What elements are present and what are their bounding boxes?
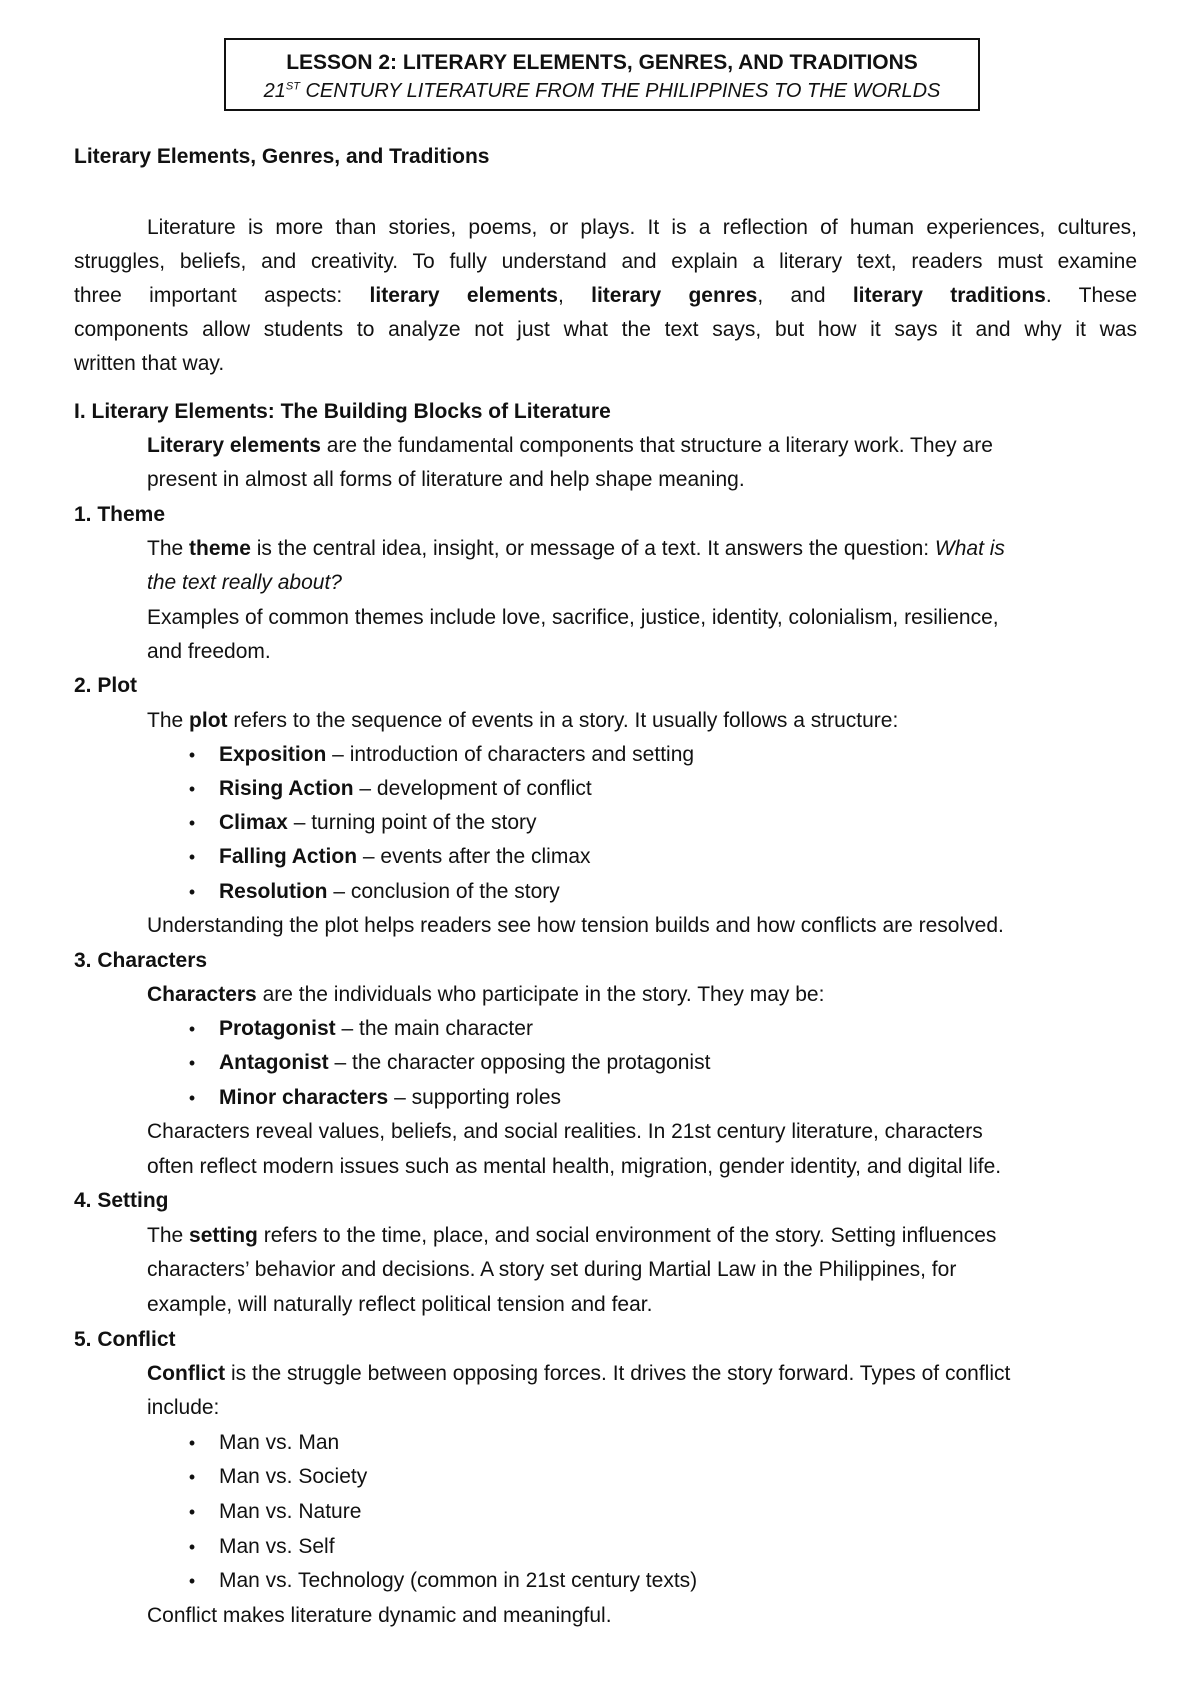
bullet-icon: • (188, 1433, 196, 1453)
conflict-line-1 (147, 1361, 1010, 1387)
text: The (147, 709, 190, 732)
desc: – turning point of the story (287, 811, 537, 834)
characters-heading: 3. Characters (74, 949, 208, 972)
subtitle-prefix: 21 (263, 80, 286, 102)
desc: – supporting roles (388, 1086, 562, 1109)
term: Falling Action (219, 845, 358, 868)
text: is the central idea, insight, or message of a text. It answers the question: (250, 537, 935, 560)
term-literary-traditions: literary traditions (852, 284, 1046, 307)
conflict-heading: 5. Conflict (74, 1328, 176, 1351)
term: Rising Action (219, 777, 354, 800)
intro-line-1: Literature is more than stories, poems, or plays. It is a reflection of human experiences, cultures, (147, 216, 1137, 239)
characters-closing-2: often reflect modern issues such as mental health, migration, gender identity, and digital life. (147, 1155, 1002, 1178)
characters-line-1 (147, 982, 824, 1008)
text: The (147, 1224, 190, 1247)
desc: – introduction of characters and setting (326, 743, 695, 766)
term-literary-elements: literary elements (369, 284, 558, 307)
list-item-text (219, 1050, 710, 1076)
bullet-icon: • (188, 1053, 196, 1073)
term: Characters (147, 983, 257, 1006)
lesson-title: LESSON 2: LITERARY ELEMENTS, GENRES, AND TRADITIONS (286, 51, 918, 74)
desc: – development of conflict (353, 777, 592, 800)
term: theme (189, 537, 251, 560)
bullet-icon: • (188, 779, 196, 799)
setting-line-3: example, will naturally reflect political tension and fear. (147, 1293, 653, 1316)
part-1-desc-line-1 (147, 433, 993, 459)
bullet-icon: • (188, 745, 196, 765)
term: plot (189, 709, 228, 732)
text: The (147, 537, 190, 560)
theme-line-3: Examples of common themes include love, sacrifice, justice, identity, colonialism, resilience, (147, 606, 999, 629)
characters-closing-1: Characters reveal values, beliefs, and social realities. In 21st century literature, characters (147, 1120, 983, 1143)
intro-line-5: written that way. (74, 352, 225, 375)
bullet-icon: • (188, 1537, 196, 1557)
bullet-icon: • (188, 882, 196, 902)
intro-text: , and (757, 284, 853, 307)
question-text: What is (934, 537, 1005, 560)
term: Minor characters (219, 1086, 389, 1109)
term: Antagonist (219, 1051, 329, 1074)
bullet-icon: • (188, 1571, 196, 1591)
term: Resolution (219, 880, 328, 903)
list-item-text (219, 1016, 533, 1042)
theme-heading: 1. Theme (74, 503, 166, 526)
bullet-icon: • (188, 813, 196, 833)
setting-heading: 4. Setting (74, 1189, 169, 1212)
desc: – conclusion of the story (327, 880, 560, 903)
bullet-icon: • (188, 1502, 196, 1522)
text: refers to the time, place, and social environment of the story. Setting influences (257, 1224, 997, 1247)
theme-line-4: and freedom. (147, 640, 271, 663)
setting-line-1 (147, 1223, 996, 1249)
list-item-text (219, 844, 591, 870)
lesson-subtitle (226, 78, 978, 104)
list-item-text: Man vs. Self (219, 1535, 335, 1558)
term: Literary elements (147, 434, 321, 457)
subtitle-rest: CENTURY LITERATURE FROM THE PHILIPPINES TO THE WORLDS (299, 80, 941, 102)
term: Exposition (219, 743, 327, 766)
plot-closing: Understanding the plot helps readers see how tension builds and how conflicts are resolved. (147, 914, 1004, 937)
conflict-line-2: include: (147, 1396, 220, 1419)
theme-line-1 (147, 536, 1005, 562)
desc: – the main character (335, 1017, 533, 1040)
term: Protagonist (219, 1017, 336, 1040)
term: Conflict (147, 1362, 226, 1385)
plot-heading: 2. Plot (74, 674, 138, 697)
text: is the struggle between opposing forces. It drives the story forward. Types of conflict (225, 1362, 1011, 1385)
conflict-closing: Conflict makes literature dynamic and meaningful. (147, 1604, 612, 1627)
setting-line-2: characters’ behavior and decisions. A story set during Martial Law in the Philippines, for (147, 1258, 957, 1281)
part-1-heading: I. Literary Elements: The Building Blocks of Literature (74, 400, 611, 423)
intro-line-2: struggles, beliefs, and creativity. To fully understand and explain a literary text, readers must examine (74, 250, 1137, 273)
intro-text: three important aspects: (74, 284, 370, 307)
term: setting (189, 1224, 258, 1247)
desc: – the character opposing the protagonist (328, 1051, 711, 1074)
list-item-text: Man vs. Technology (common in 21st century texts) (219, 1569, 698, 1592)
section-title: Literary Elements, Genres, and Traditions (74, 145, 490, 168)
list-item-text (219, 776, 592, 802)
subtitle-superscript: ST (285, 80, 300, 93)
term-literary-genres: literary genres (591, 284, 758, 307)
list-item-text (219, 1085, 561, 1111)
intro-line-4: components allow students to analyze not just what the text says, but how it says it and why it was (74, 318, 1137, 341)
list-item-text (219, 742, 694, 768)
bullet-icon: • (188, 1467, 196, 1487)
plot-line-1 (147, 708, 898, 734)
text: refers to the sequence of events in a story. It usually follows a structure: (227, 709, 899, 732)
list-item-text (219, 810, 537, 836)
intro-line-3 (74, 283, 1137, 309)
intro-text: , (557, 284, 592, 307)
term: Climax (219, 811, 288, 834)
bullet-icon: • (188, 847, 196, 867)
bullet-icon: • (188, 1019, 196, 1039)
desc: – events after the climax (357, 845, 591, 868)
list-item-text: Man vs. Man (219, 1431, 340, 1454)
desc-text: are the fundamental components that structure a literary work. They are (320, 434, 993, 457)
theme-line-2: the text really about? (147, 571, 342, 594)
intro-text: . These (1045, 284, 1138, 307)
list-item-text: Man vs. Nature (219, 1500, 362, 1523)
list-item-text (219, 879, 560, 905)
list-item-text: Man vs. Society (219, 1465, 368, 1488)
part-1-desc-line-2: present in almost all forms of literature and help shape meaning. (147, 468, 745, 491)
lesson-title-box (224, 38, 980, 111)
bullet-icon: • (188, 1088, 196, 1108)
text: are the individuals who participate in the story. They may be: (256, 983, 825, 1006)
